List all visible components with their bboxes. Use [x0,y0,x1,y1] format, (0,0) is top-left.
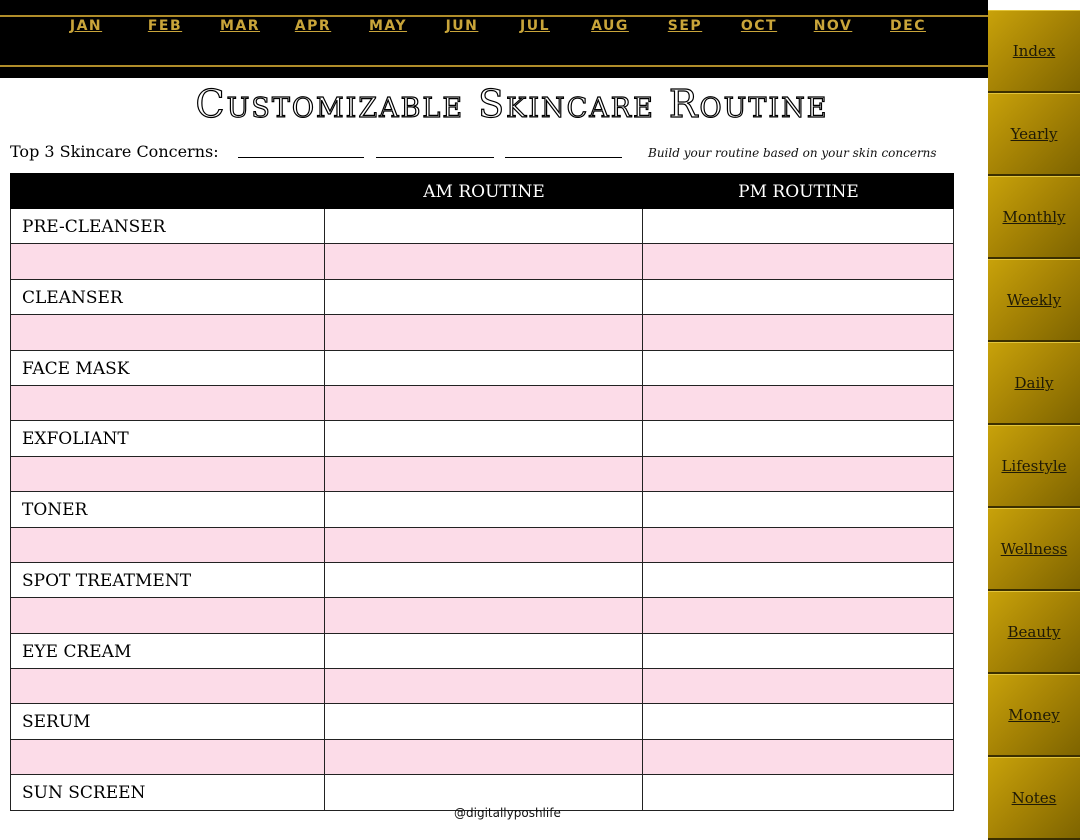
month-link-nov[interactable]: NOV [813,18,853,34]
pm-cell[interactable] [643,669,954,703]
header-am: AM ROUTINE [423,182,545,202]
pm-cell[interactable] [643,209,954,243]
step-cell [10,492,325,526]
step-cell [10,315,325,349]
pm-cell[interactable] [643,704,954,738]
table-row [10,244,954,279]
step-cell [10,209,325,243]
pm-cell[interactable] [643,315,954,349]
tab-money[interactable] [988,674,1080,757]
month-link-aug[interactable]: AUG [591,18,629,34]
page-title: Customizable Skincare Routine [195,82,829,126]
tab-label: Wellness [1000,540,1068,558]
bottom-gold-rule [0,65,988,67]
month-link-dec[interactable]: DEC [890,18,926,34]
am-cell[interactable] [325,669,643,703]
step-cell [10,775,325,809]
table-row [10,421,954,456]
side-tabs [988,10,1080,840]
tab-beauty[interactable] [988,591,1080,674]
tab-label: Yearly [1010,125,1058,143]
table-row [10,598,954,633]
step-cell [10,634,325,668]
header-pm: PM ROUTINE [738,182,859,202]
am-cell[interactable] [325,209,643,243]
pm-cell[interactable] [643,634,954,668]
step-cell [10,669,325,703]
step-label: EYE CREAM [22,641,132,662]
table-row [10,563,954,598]
table-row [10,351,954,386]
pm-cell[interactable] [643,386,954,420]
month-link-apr[interactable]: APR [294,18,332,34]
tab-index[interactable] [988,10,1080,93]
pm-cell[interactable] [643,775,954,809]
am-cell[interactable] [325,528,643,562]
routine-table [10,173,954,811]
month-link-sep[interactable]: SEP [667,18,703,34]
tab-label: Daily [1014,374,1054,392]
step-label: SPOT TREATMENT [22,570,192,591]
pm-cell[interactable] [643,740,954,774]
concern-field-3[interactable] [505,157,622,158]
table-header [10,173,954,209]
table-row [10,528,954,563]
step-label: PRE-CLEANSER [22,217,166,237]
step-cell [10,528,325,562]
table-row [10,386,954,421]
table-row [10,315,954,350]
month-link-may[interactable]: MAY [368,18,408,34]
table-row [10,634,954,669]
header-step [10,173,325,209]
tab-lifestyle[interactable] [988,425,1080,508]
pm-cell[interactable] [643,598,954,632]
tab-label: Money [1008,706,1060,724]
month-link-mar[interactable]: MAR [219,18,261,34]
month-link-jun[interactable]: JUN [445,18,479,34]
am-cell[interactable] [325,704,643,738]
table-row [10,492,954,527]
pm-cell[interactable] [643,528,954,562]
table-row [10,740,954,775]
step-cell [10,598,325,632]
table-row [10,457,954,492]
step-label: TONER [22,500,88,521]
step-cell [10,386,325,420]
tab-weekly[interactable] [988,259,1080,342]
am-cell[interactable] [325,563,643,597]
am-cell[interactable] [325,315,643,349]
step-cell [10,457,325,491]
step-cell [10,280,325,314]
tab-notes[interactable] [988,757,1080,840]
tab-label: Lifestyle [1001,457,1067,475]
am-cell[interactable] [325,457,643,491]
table-row [10,280,954,315]
tab-wellness[interactable] [988,508,1080,591]
month-links [0,18,988,40]
tab-label: Monthly [1002,208,1066,226]
pm-cell[interactable] [643,244,954,278]
am-cell[interactable] [325,740,643,774]
am-cell[interactable] [325,280,643,314]
step-cell [10,421,325,455]
table-row [10,704,954,739]
step-label: SUN SCREEN [22,783,146,804]
pm-cell[interactable] [643,563,954,597]
concerns-label: Top 3 Skincare Concerns: [10,142,219,161]
pm-cell[interactable] [643,457,954,491]
step-cell [10,704,325,738]
pm-cell[interactable] [643,492,954,526]
tab-label: Beauty [1007,623,1061,641]
table-row [10,209,954,244]
am-cell[interactable] [325,421,643,455]
step-label: SERUM [22,712,91,733]
tab-monthly[interactable] [988,176,1080,259]
tab-label: Index [1012,42,1056,60]
step-cell [10,244,325,278]
pm-cell[interactable] [643,351,954,385]
am-cell[interactable] [325,634,643,668]
am-cell[interactable] [325,492,643,526]
tab-daily[interactable] [988,342,1080,425]
am-cell[interactable] [325,386,643,420]
tab-label: Weekly [1006,291,1062,309]
step-cell [10,563,325,597]
table-body [10,209,954,811]
am-cell[interactable] [325,351,643,385]
concern-field-1[interactable] [238,157,364,158]
top-gold-rule [0,15,988,17]
concern-field-2[interactable] [376,157,494,158]
step-label: EXFOLIANT [22,429,129,450]
tab-label: Notes [1011,789,1057,807]
hint-text: Build your routine based on your skin concerns [648,146,937,160]
am-cell[interactable] [325,244,643,278]
step-cell [10,740,325,774]
step-label: FACE MASK [22,358,130,379]
am-cell[interactable] [325,775,643,809]
footer-credit: @digitallyposhlife [454,806,561,820]
pm-cell[interactable] [643,280,954,314]
month-link-feb[interactable]: FEB [147,18,183,34]
table-row [10,669,954,704]
month-link-jul[interactable]: JUL [520,18,550,34]
month-nav-bar [0,0,988,78]
step-label: CLEANSER [22,287,123,308]
month-link-oct[interactable]: OCT [740,18,778,34]
am-cell[interactable] [325,598,643,632]
step-cell [10,351,325,385]
pm-cell[interactable] [643,421,954,455]
month-link-jan[interactable]: JAN [69,18,103,34]
